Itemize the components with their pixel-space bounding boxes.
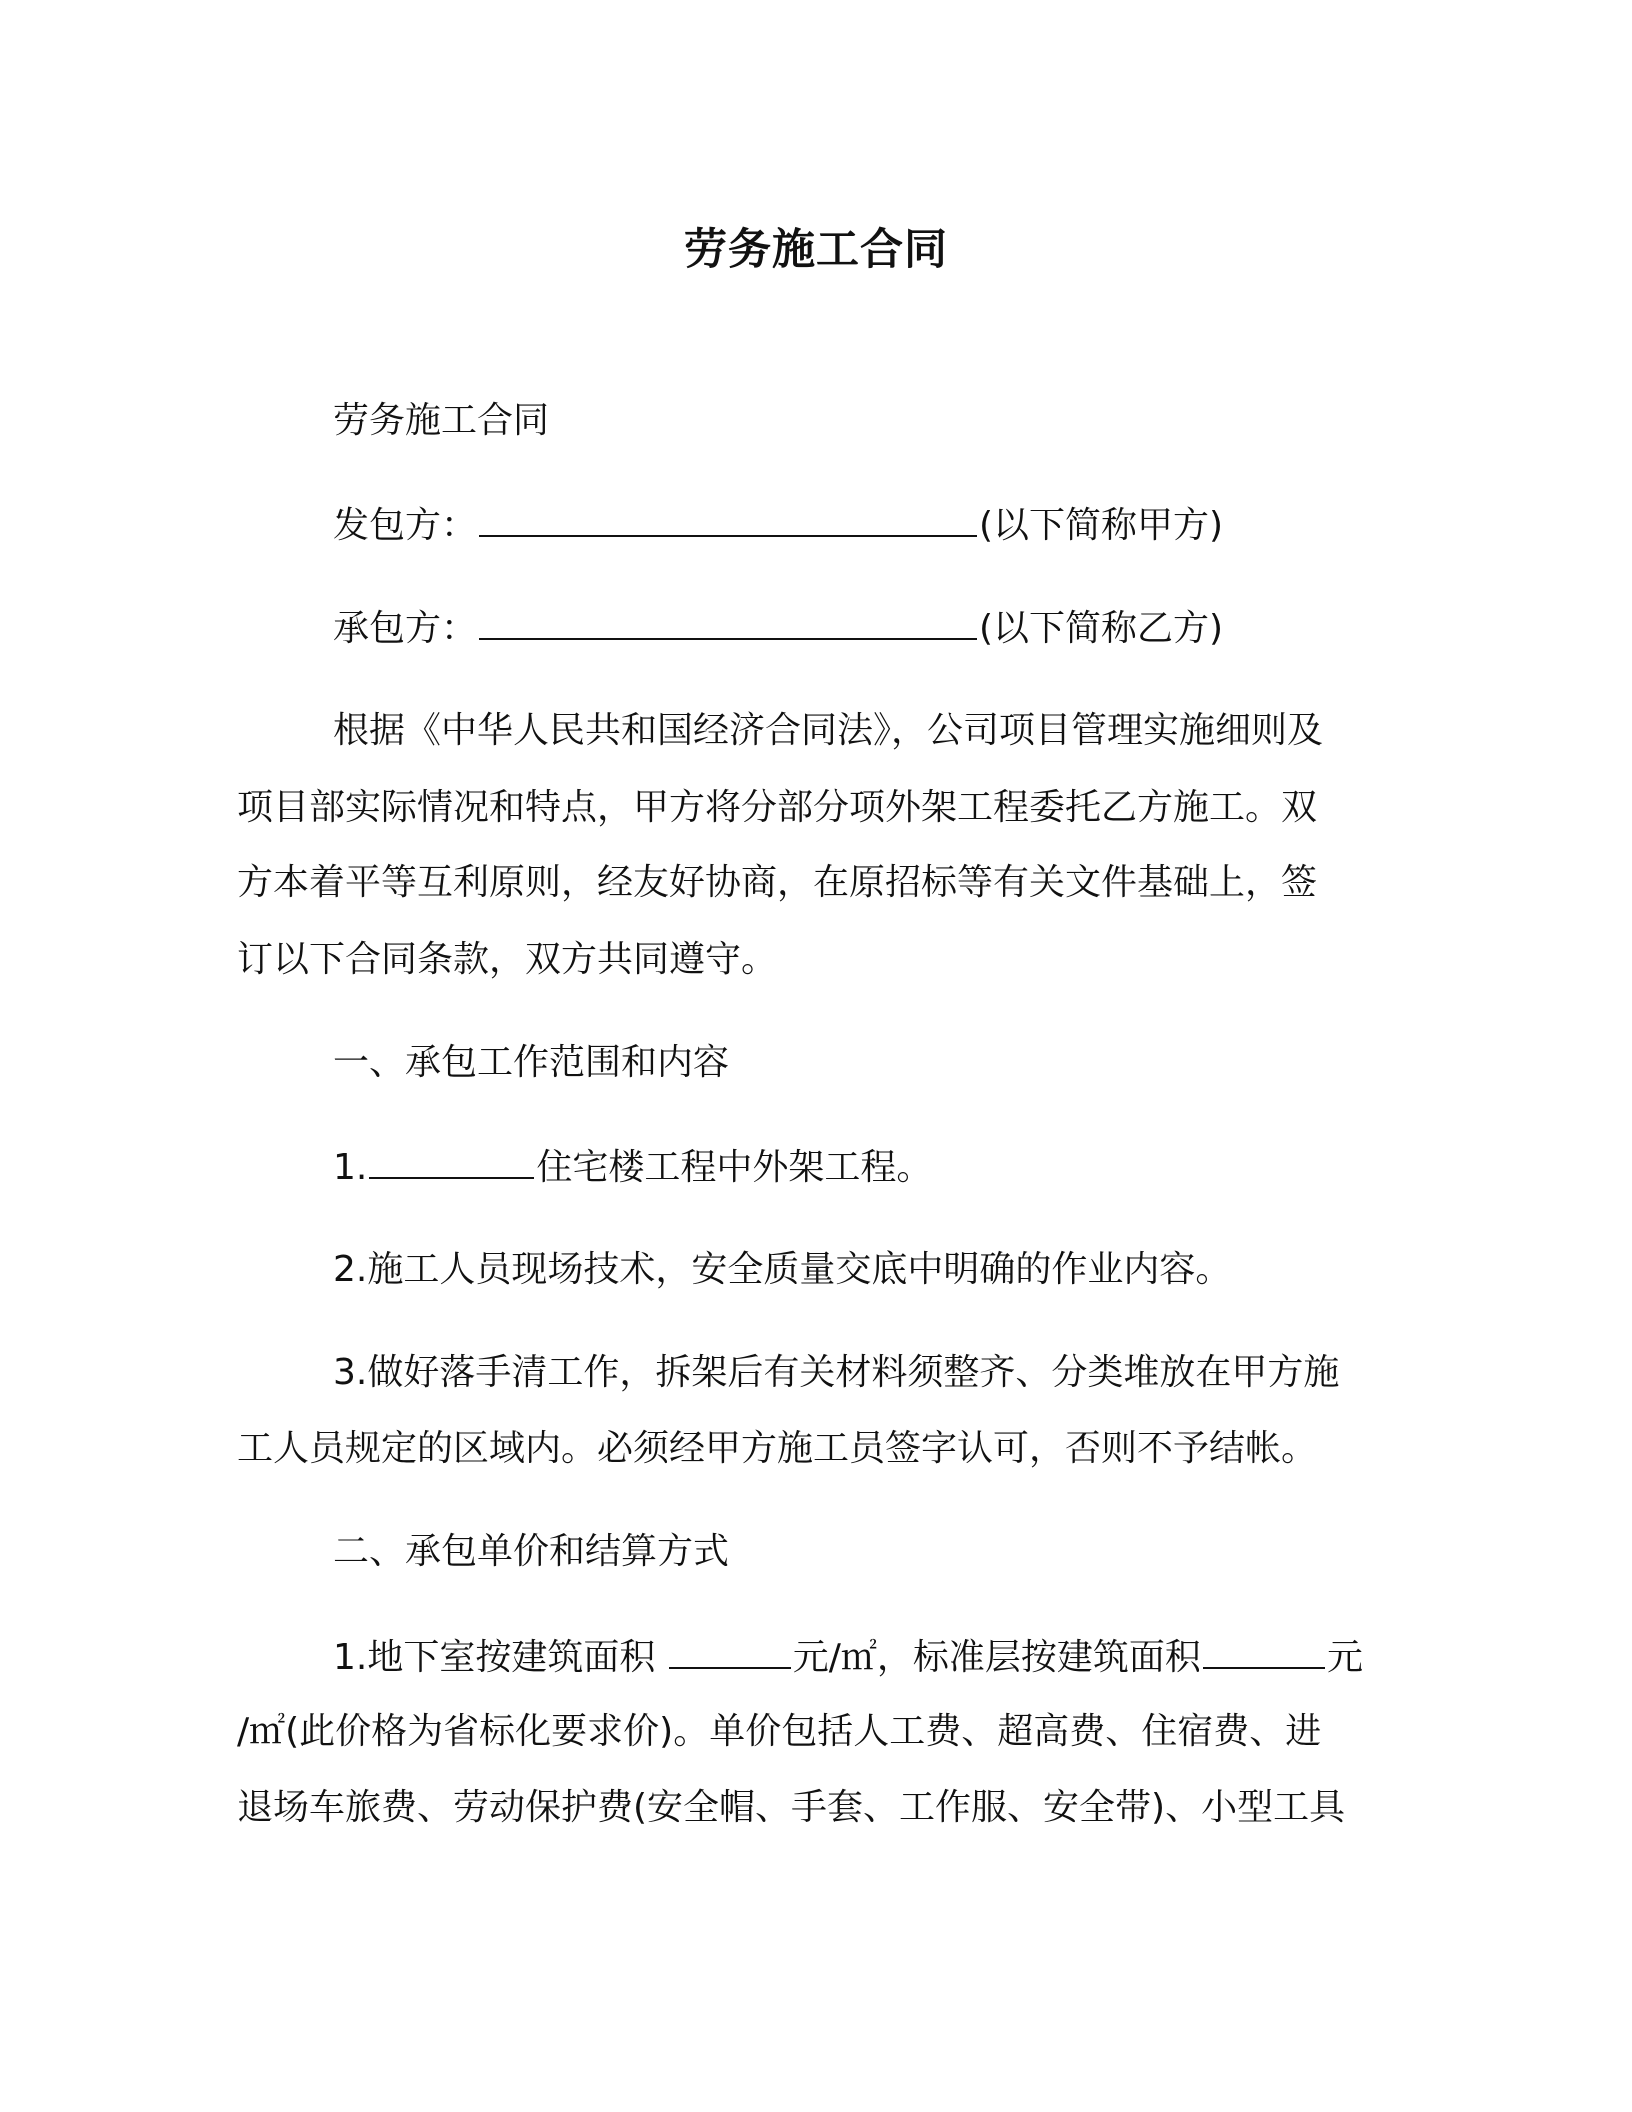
section-1-item-1 [333,1141,932,1193]
section-1-item-3-cont: 工人员规定的区域内。必须经甲方施工员签字认可，否则不予结帐。 [237,1428,1318,1469]
party-a-line [333,499,1223,551]
preamble-line: 项目部实际情况和特点，甲方将分部分项外架工程委托乙方施工。双 [237,787,1318,828]
party-b-label: 承包方： [333,608,478,649]
party-a-suffix: (以下简称甲方) [979,505,1224,546]
item-text: 元/㎡，标准层按建筑面积 [792,1637,1201,1678]
section-2-item-1-cont: /㎡(此价格为省标化要求价)。单价包括人工费、超高费、住宿费、进 [237,1711,1322,1752]
section-2-heading: 二、承包单价和结算方式 [333,1531,730,1572]
section-2-item-1 [333,1631,1363,1683]
party-b-suffix: (以下简称乙方) [979,608,1224,649]
section-1-heading: 一、承包工作范围和内容 [333,1042,730,1083]
party-a-blank [479,499,977,537]
section-1-item-3: 3.做好落手清工作，拆架后有关材料须整齐、分类堆放在甲方施 [333,1352,1340,1393]
item-number: 1. [333,1147,368,1188]
contract-subtitle: 劳务施工合同 [333,400,550,441]
party-a-label: 发包方： [333,505,478,546]
project-name-blank [369,1141,534,1179]
party-b-blank [479,602,977,640]
party-b-line [333,602,1223,654]
item-text: 1.地下室按建筑面积 [333,1637,667,1678]
section-2-item-1-cont: 退场车旅费、劳动保护费(安全帽、手套、工作服、安全带)、小型工具 [237,1787,1346,1828]
item-text: 住宅楼工程中外架工程。 [536,1147,933,1188]
standard-floor-price-blank [1203,1631,1325,1669]
item-text: 元 [1326,1637,1363,1678]
basement-price-blank [669,1631,791,1669]
preamble-line: 方本着平等互利原则，经友好协商，在原招标等有关文件基础上，签 [237,862,1318,903]
preamble-line: 订以下合同条款，双方共同遵守。 [237,939,778,980]
section-1-item-2: 2.施工人员现场技术，安全质量交底中明确的作业内容。 [333,1249,1232,1290]
preamble-line: 根据《中华人民共和国经济合同法》，公司项目管理实施细则及 [333,710,1324,751]
document-title: 劳务施工合同 [684,225,948,275]
